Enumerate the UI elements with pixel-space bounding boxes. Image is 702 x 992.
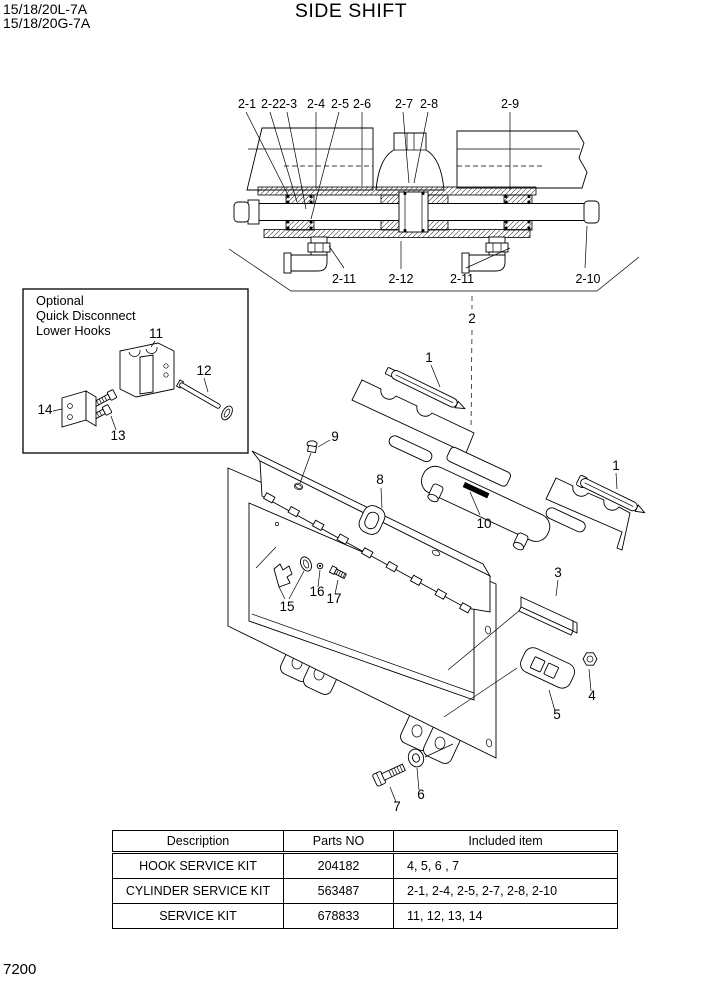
callout-2-11a: 2-11: [331, 272, 357, 286]
callout-2-1: 2-1: [237, 97, 257, 111]
part-1-hook-upper: [352, 366, 474, 453]
label-part-6: 6: [417, 787, 425, 802]
kit-description: HOOK SERVICE KIT: [113, 853, 284, 879]
label-part-2: 2: [468, 311, 476, 326]
label-part-3: 3: [554, 565, 562, 580]
kit-description: SERVICE KIT: [113, 904, 284, 929]
part-4-nut: [583, 653, 597, 665]
model-line1: 15/18/20L-7A: [3, 1, 88, 17]
part-11-hook-block: [120, 343, 174, 397]
label-part-7: 7: [393, 799, 401, 814]
optional-line2: Quick Disconnect: [36, 308, 136, 323]
callout-2-8: 2-8: [419, 97, 439, 111]
right-plate: [457, 131, 587, 188]
optional-line3: Lower Hooks: [36, 323, 111, 338]
page-title: SIDE SHIFT: [294, 0, 408, 22]
kit-parts-no: 204182: [284, 853, 394, 879]
label-part-14: 14: [37, 402, 53, 417]
rod-end-right: [584, 201, 599, 223]
label-part-1b: 1: [612, 458, 620, 473]
table-row: [113, 879, 618, 904]
label-part-4: 4: [588, 688, 596, 703]
callout-2-6: 2-6: [352, 97, 372, 111]
label-part-15: 15: [279, 599, 295, 614]
page-number: 7200: [3, 961, 37, 978]
callout-2-9: 2-9: [500, 97, 520, 111]
center-anchor-block: [376, 133, 444, 190]
cylinder-bottom-wall: [264, 230, 530, 238]
part-17-screw: [329, 566, 346, 580]
part-12-pin: [177, 380, 235, 422]
label-part-17: 17: [326, 591, 342, 606]
label-part-9: 9: [331, 429, 339, 444]
callout-2-2: 2-2: [260, 97, 280, 111]
rod-end-left: [234, 202, 249, 222]
label-part-10: 10: [476, 516, 492, 531]
callout-2-7: 2-7: [394, 97, 414, 111]
kit-parts-no: 563487: [284, 879, 394, 904]
optional-box: [23, 289, 248, 453]
part-14-bracket: [62, 391, 96, 427]
col-included-item: Included item: [394, 831, 618, 853]
label-part-1a: 1: [425, 350, 433, 365]
cylinder-top-wall: [258, 187, 536, 195]
table-row: [113, 853, 618, 879]
kit-parts-no: 678833: [284, 904, 394, 929]
kit-included: 2-1, 2-4, 2-5, 2-7, 2-8, 2-10: [394, 879, 618, 904]
col-description: Description: [113, 831, 284, 853]
exploded-view: [228, 296, 647, 814]
table-header-row: [113, 831, 618, 853]
label-part-11: 11: [148, 326, 164, 341]
part-16-washer: [317, 563, 323, 569]
part-15-hook-clip: [274, 555, 314, 587]
label-part-16: 16: [309, 584, 325, 599]
optional-line1: Optional: [36, 293, 84, 308]
kit-included: 11, 12, 13, 14: [394, 904, 618, 929]
callout-2-3: 2-3: [278, 97, 298, 111]
label-part-5: 5: [553, 707, 561, 722]
elbow-fitting-left: [284, 237, 330, 273]
label-part-12: 12: [196, 363, 212, 378]
callout-2-10: 2-10: [575, 272, 601, 286]
service-kit-table: [112, 830, 618, 929]
model-line2: 15/18/20G-7A: [3, 15, 91, 31]
table-row: [113, 904, 618, 929]
callout-2-12: 2-12: [388, 272, 414, 286]
col-parts-no: Parts NO: [284, 831, 394, 853]
cylinder-section-view: [229, 97, 639, 291]
label-part-13: 13: [110, 428, 126, 443]
kit-included: 4, 5, 6 , 7: [394, 853, 618, 879]
elbow-fitting-right: [462, 237, 508, 273]
left-plate: [247, 128, 373, 190]
kit-description: CYLINDER SERVICE KIT: [113, 879, 284, 904]
callout-2-4: 2-4: [306, 97, 326, 111]
callout-2-5: 2-5: [330, 97, 350, 111]
part-7-bolt: [372, 761, 406, 786]
piston: [399, 192, 428, 232]
callout-2-11b: 2-11: [449, 272, 475, 286]
label-part-8: 8: [376, 472, 384, 487]
